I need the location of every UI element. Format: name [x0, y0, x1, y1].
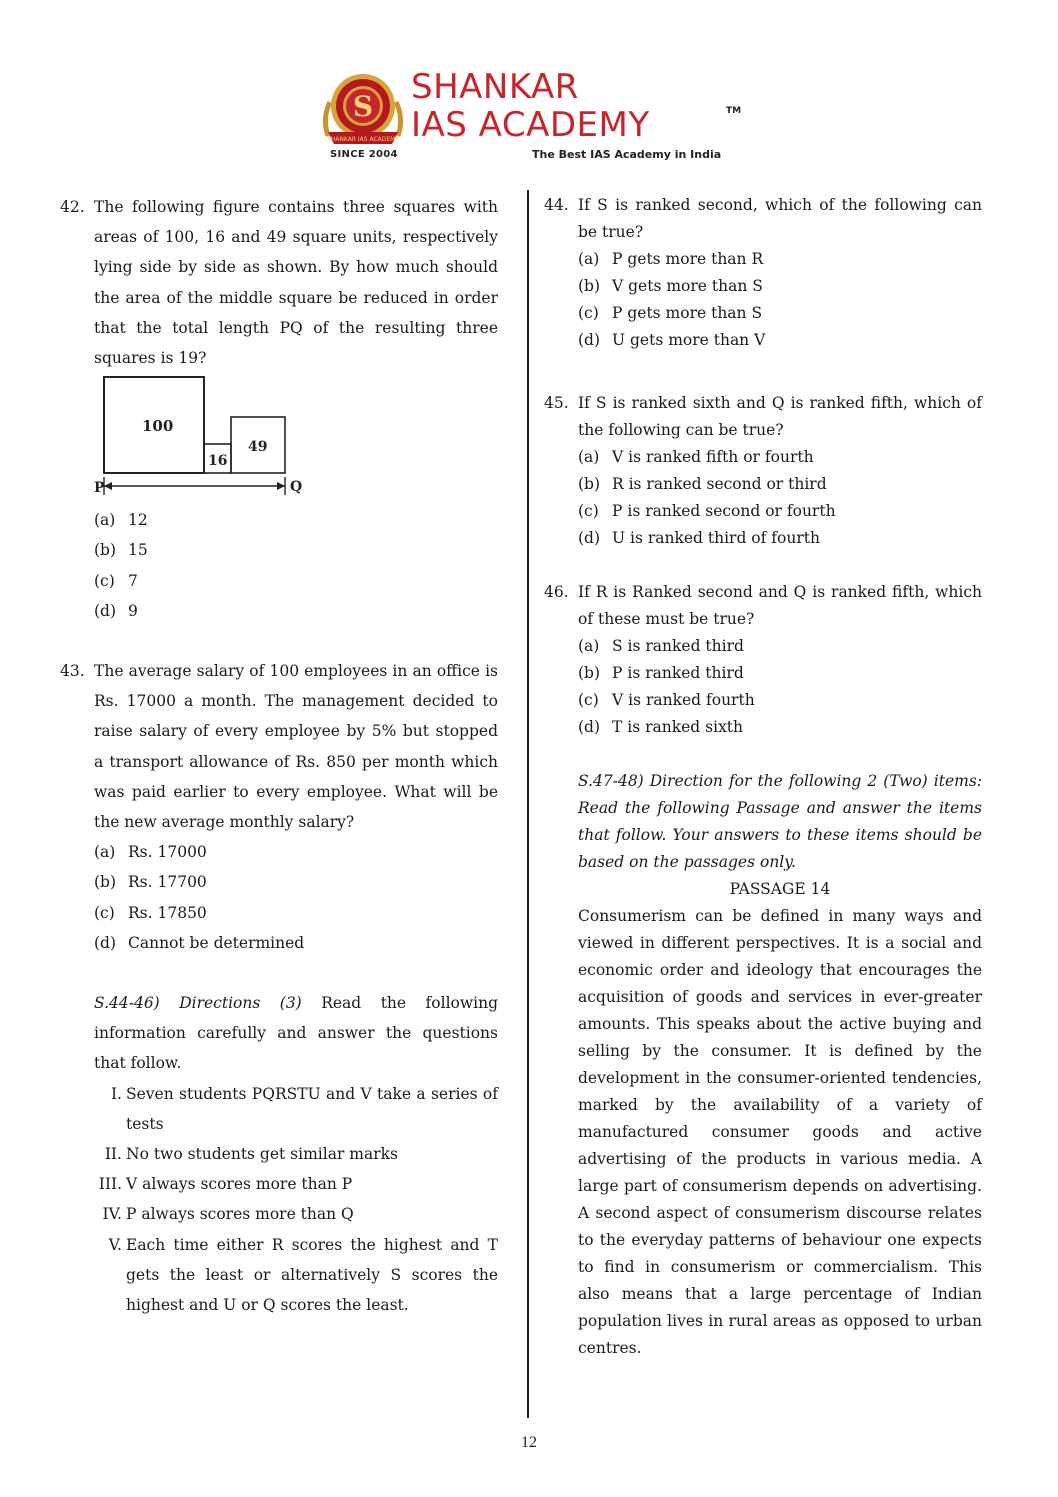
option-d: (d) Cannot be determined	[94, 933, 305, 952]
options-42	[60, 505, 498, 626]
column-divider	[527, 190, 529, 1418]
option-b: (b) 15	[94, 541, 148, 560]
directions-text: S.47-48) Direction for the following 2 (Two) items: Read the following Passage and answer the items that follow. Your answers to these items should be based on the passages only.	[578, 772, 982, 871]
question-43	[60, 656, 498, 837]
options-46	[544, 633, 982, 741]
left-column	[60, 192, 498, 1320]
trademark-mark: TM	[726, 106, 742, 116]
option-b: (b) P is ranked third	[578, 664, 744, 682]
info-item-1: I. Seven students PQRSTU and V take a series of tests	[110, 1084, 498, 1133]
figure-label-16: 16	[208, 453, 228, 470]
squares-figure	[94, 373, 330, 501]
passage-body: Consumerism can be defined in many ways and viewed in different perspectives. It is a social and economic order and ideology that encourages the acquisition of goods and services in ever-greater amounts. This speaks about the active buying and selling by the consumer. It is defined by the development in the consumer-oriented tendencies, marked by the availability of a variety of manufactured consumer goods and active advertising of the products in various media. A large part of consumerism depends on advertising. A second aspect of consumerism discourse relates to the everyday patterns of behaviour one expects to find in consumerism or commercialism. This also means that a large percentage of Indian population lives in rural areas as opposed to urban centres.	[578, 907, 982, 1357]
passage-title: PASSAGE 14	[729, 880, 831, 898]
info-item-3: III. V always scores more than P	[98, 1175, 353, 1194]
academy-logo	[318, 66, 758, 166]
option-c: (c) P gets more than S	[578, 304, 763, 322]
question-number: 46.	[544, 583, 569, 601]
question-text: If S is ranked sixth and Q is ranked fifth, which of the following can be true?	[578, 394, 982, 439]
page-number: 12	[521, 1434, 537, 1451]
option-b: (b) Rs. 17700	[94, 873, 207, 892]
option-a: (a) 12	[94, 511, 148, 530]
question-44	[544, 192, 982, 246]
question-text: The average salary of 100 employees in an office is Rs. 17000 a month. The management decided to raise salary of every employee by 5% but stopped a transport allowance of Rs. 850 per month which was paid earlier to every employee. What will be the new average monthly salary?	[94, 662, 498, 832]
option-a: (a) Rs. 17000	[94, 843, 207, 862]
brand-name-line1: SHANKAR	[411, 67, 579, 107]
option-c: (c) P is ranked second or fourth	[578, 502, 836, 520]
question-46	[544, 579, 982, 633]
option-a: (a) V is ranked fifth or fourth	[578, 448, 814, 466]
directions-text: Read the following information carefully and answer the questions that follow.	[94, 994, 498, 1073]
figure-label-p: P	[94, 480, 105, 497]
option-c: (c) V is ranked fourth	[578, 691, 755, 709]
right-column	[544, 192, 982, 1362]
options-43	[60, 837, 498, 958]
option-a: (a) S is ranked third	[578, 637, 744, 655]
question-text: If R is Ranked second and Q is ranked fifth, which of these must be true?	[578, 583, 982, 628]
question-number: 45.	[544, 394, 569, 412]
option-c: (c) 7	[94, 571, 138, 590]
option-b: (b) V gets more than S	[578, 277, 763, 295]
directions-heading: S.44-46) Directions (3)	[94, 994, 302, 1013]
question-42	[60, 192, 498, 373]
option-d: (d) U gets more than V	[578, 331, 766, 349]
question-text: If S is ranked second, which of the following can be true?	[578, 196, 982, 241]
emblem-ring-text: SHANKAR IAS ACADEMY	[326, 136, 400, 143]
since-label: SINCE 2004	[330, 149, 398, 160]
question-number: 43.	[60, 662, 85, 681]
option-d: (d) 9	[94, 601, 138, 620]
info-item-4: IV. P always scores more than Q	[102, 1205, 354, 1224]
brand-name-line2: IAS ACADEMY	[411, 105, 650, 145]
option-c: (c) Rs. 17850	[94, 903, 207, 922]
tagline: The Best IAS Academy in India	[532, 148, 722, 161]
figure-label-100: 100	[142, 417, 174, 436]
figure-label-49: 49	[248, 439, 268, 456]
info-item-5: V. Each time either R scores the highest and T gets the least or alternatively S scores the highest and U or Q scores the least.	[108, 1235, 498, 1315]
question-number: 44.	[544, 196, 569, 214]
emblem-letter: S	[352, 90, 374, 123]
directions-47-48	[544, 768, 982, 876]
question-text: The following figure contains three squares with areas of 100, 16 and 49 square units, respectively lying side by side as shown. By how much should the area of the middle square be reduced in order that the total length PQ of the resulting three squares is 19?	[94, 198, 498, 368]
academy-emblem-icon	[318, 66, 408, 162]
option-a: (a) P gets more than R	[578, 250, 764, 268]
directions-44-46	[60, 988, 498, 1079]
information-list	[60, 1079, 498, 1321]
option-b: (b) R is ranked second or third	[578, 475, 827, 493]
options-44	[544, 246, 982, 354]
info-item-2: II. No two students get similar marks	[104, 1145, 398, 1164]
figure-label-q: Q	[290, 479, 303, 496]
question-45	[544, 390, 982, 444]
option-d: (d) T is ranked sixth	[578, 718, 744, 736]
question-number: 42.	[60, 198, 85, 216]
option-d: (d) U is ranked third of fourth	[578, 529, 820, 547]
options-45	[544, 444, 982, 552]
